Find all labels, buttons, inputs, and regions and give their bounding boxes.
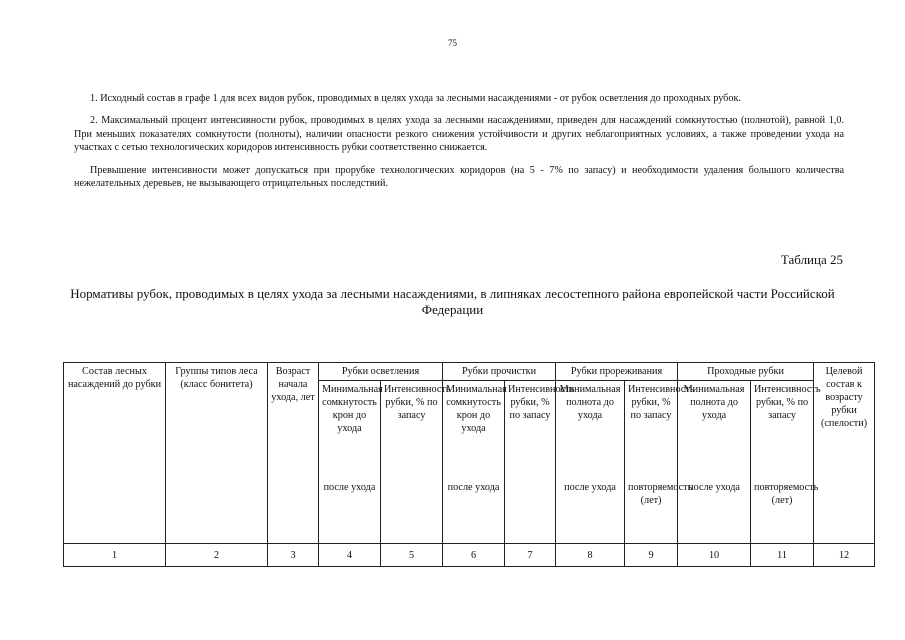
header-c10-min-fullness-before: Минимальная полнота до ухода bbox=[678, 381, 751, 480]
header-c4-min-density-before: Минимальная сомкнутость крон до ухода bbox=[319, 381, 381, 480]
header-group-cleaning: Рубки прочистки bbox=[443, 363, 556, 381]
column-number: 12 bbox=[814, 544, 875, 567]
table-label: Таблица 25 bbox=[780, 252, 843, 267]
column-number: 5 bbox=[381, 544, 443, 567]
header-group-clearing: Рубки осветления bbox=[319, 363, 443, 381]
column-number: 9 bbox=[625, 544, 678, 567]
header-start-age: Возраст начала ухода, лет bbox=[268, 363, 319, 544]
header-forest-composition: Состав лесных насаждений до рубки bbox=[64, 363, 166, 544]
header-c10-after: после ухода bbox=[678, 479, 751, 544]
column-number: 3 bbox=[268, 544, 319, 567]
column-number: 4 bbox=[319, 544, 381, 567]
header-c4-after: после ухода bbox=[319, 479, 381, 544]
column-number: 2 bbox=[166, 544, 268, 567]
header-c7-intensity: Интенсивность рубки, % по запасу bbox=[505, 381, 556, 544]
note-paragraph-1: 1. Исходный состав в графе 1 для всех видов рубок, проводимых в целях ухода за лесными насаждениями - от рубок осветления до проходных рубок. bbox=[90, 93, 741, 104]
column-number: 1 bbox=[64, 544, 166, 567]
page-number: 75 bbox=[448, 38, 457, 48]
column-number: 10 bbox=[678, 544, 751, 567]
column-number: 8 bbox=[556, 544, 625, 567]
table-column-numbers-row bbox=[64, 544, 875, 567]
header-c8-min-fullness-before: Минимальная полнота до ухода bbox=[556, 381, 625, 480]
header-c11-repeat: повторяемость (лет) bbox=[751, 479, 814, 544]
column-number: 11 bbox=[751, 544, 814, 567]
header-forest-type-groups: Группы типов леса (класс бонитета) bbox=[166, 363, 268, 544]
table-header-row-groups bbox=[64, 363, 875, 381]
header-c8-after: после ухода bbox=[556, 479, 625, 544]
header-c11-intensity: Интенсивность рубки, % по запасу bbox=[751, 381, 814, 480]
column-number: 6 bbox=[443, 544, 505, 567]
norms-table bbox=[63, 362, 875, 567]
header-c6-after: после ухода bbox=[443, 479, 505, 544]
header-c9-intensity: Интенсивность рубки, % по запасу bbox=[625, 381, 678, 480]
table-title: Нормативы рубок, проводимых в целях ухода за лесными насаждениями, в липняках лесостепного района европейской части Российской Федерации bbox=[70, 286, 835, 317]
note-paragraph-2: 2. Максимальный процент интенсивности рубок, проводимых в целях ухода за лесными насаждениями, приведен для насаждений сомкнутостью (полнотой), равной 1,0. При меньших показателях сомкнутости (полноты), наличии опасности резкого снижения устойчивости и других неблагоприятных условиях, а также проведении ухода на участках с сетью технологических коридоров интенсивность рубки соответственно снижается. bbox=[74, 115, 844, 154]
header-c6-min-density-before: Минимальная сомкнутость крон до ухода bbox=[443, 381, 505, 480]
header-group-passage: Проходные рубки bbox=[678, 363, 814, 381]
header-c5-intensity: Интенсивность рубки, % по запасу bbox=[381, 381, 443, 544]
notes-section bbox=[74, 92, 844, 199]
header-c9-repeat: повторяемость (лет) bbox=[625, 479, 678, 544]
column-number: 7 bbox=[505, 544, 556, 567]
note-paragraph-3: Превышение интенсивности может допускаться при прорубке технологических коридоров (на 5 - 7% по запасу) и необходимости удаления большого количества нежелательных деревьев, не вызывающего отрицательных последствий. bbox=[74, 164, 844, 190]
header-target-composition: Целевой состав к возрасту рубки (спелости) bbox=[814, 363, 875, 544]
header-group-thinning: Рубки прореживания bbox=[556, 363, 678, 381]
